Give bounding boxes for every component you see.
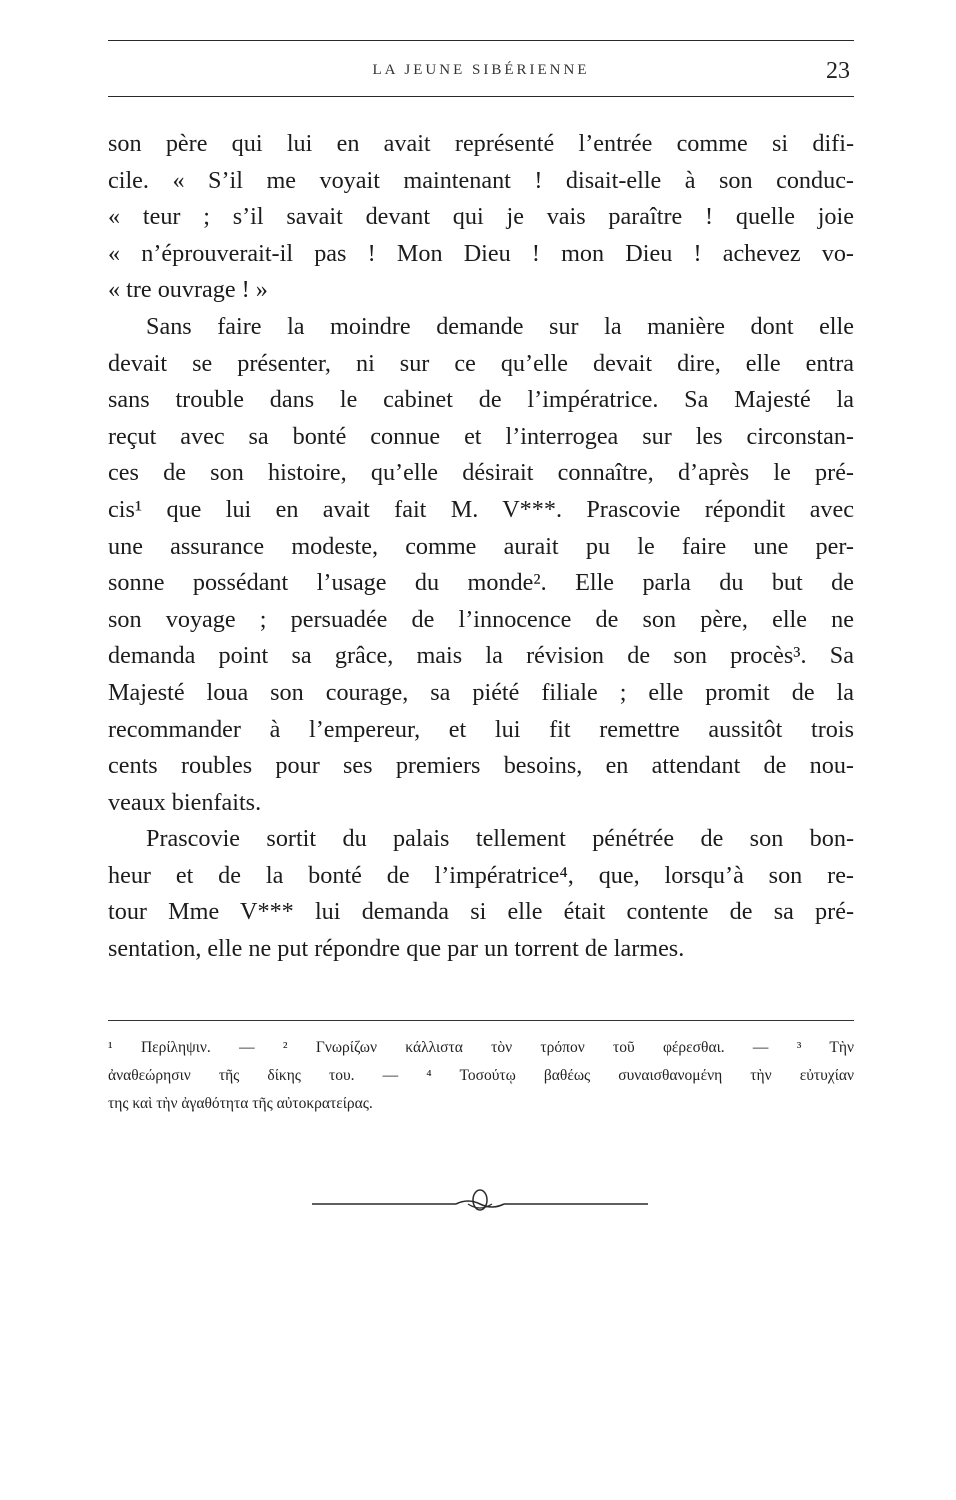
running-title: LA JEUNE SIBÉRIENNE [372,62,590,78]
fleuron-ornament-icon [310,1182,650,1216]
text-line: Majesté loua son courage, sa piété filiale ; elle promit de la [108,678,854,706]
text-line: veaux bienfaits. [108,788,262,816]
text-line: heur et de la bonté de l’impératrice⁴, que, lorsqu’à son re- [108,861,854,889]
text-line: une assurance modeste, comme aurait pu le faire une per- [108,532,854,560]
footnote-line: της καὶ τὴν ἀγαθότητα τῆς αὐτοκρατείρας. [108,1095,373,1112]
text-line: sonne possédant l’usage du monde². Elle parla du but de [108,569,854,597]
header-bottom-rule [108,96,854,97]
paragraph-continued [108,126,854,309]
footnotes [108,1034,854,1118]
running-head [108,58,854,88]
text-line: sans trouble dans le cabinet de l’impératrice. Sa Majesté la [108,386,854,414]
text-line: demanda point sa grâce, mais la révision de son procès³. Sa [108,642,854,670]
text-line: cents roubles pour ses premiers besoins, en attendant de nou- [108,752,854,780]
footnote-line: ἀναθεώρησιν τῆς δίκης του. — ⁴ Τοσούτῳ βαθέως συναισθανομένη τὴν εὐτυχίαν [108,1067,854,1084]
footnote-rule [108,1020,854,1021]
text-line: Sans faire la moindre demande sur la manière dont elle [146,312,854,340]
text-line: cile. « S’il me voyait maintenant ! disait-elle à son conduc- [108,166,854,194]
text-line: tour Mme V*** lui demanda si elle était contente de sa pré- [108,898,854,926]
main-text [108,126,854,968]
paragraph-presentation [108,309,854,821]
text-line: Prascovie sortit du palais tellement pénétrée de son bon- [146,825,854,853]
text-line: son père qui lui en avait représenté l’entrée comme si difi- [108,130,854,157]
header-top-rule [108,40,854,41]
text-line: devait se présenter, ni sur ce qu’elle devait dire, elle entra [108,349,854,377]
paragraph-departure [108,821,854,967]
text-line: son voyage ; persuadée de l’innocence de son père, elle ne [108,605,854,633]
text-line: cis¹ que lui en avait fait M. V***. Prascovie répondit avec [108,495,854,523]
text-line: « teur ; s’il savait devant qui je vais paraître ! quelle joie [108,203,854,231]
footnote-line: ¹ Περίληψιν. — ² Γνωρίζων κάλλιστα τὸν τρόπον τοῦ φέρεσθαι. — ³ Τὴν [108,1039,854,1056]
text-line: reçut avec sa bonté connue et l’interrogea sur les circonstan- [108,422,854,450]
text-line: ces de son histoire, qu’elle désirait connaître, d’après le pré- [108,459,854,487]
text-line: « tre ouvrage ! » [108,276,268,304]
text-line: sentation, elle ne put répondre que par un torrent de larmes. [108,935,685,963]
text-line: recommander à l’empereur, et lui fit remettre aussitôt trois [108,715,854,743]
page-number: 23 [826,58,850,84]
text-line: « n’éprouverait-il pas ! Mon Dieu ! mon Dieu ! achevez vo- [108,239,854,267]
